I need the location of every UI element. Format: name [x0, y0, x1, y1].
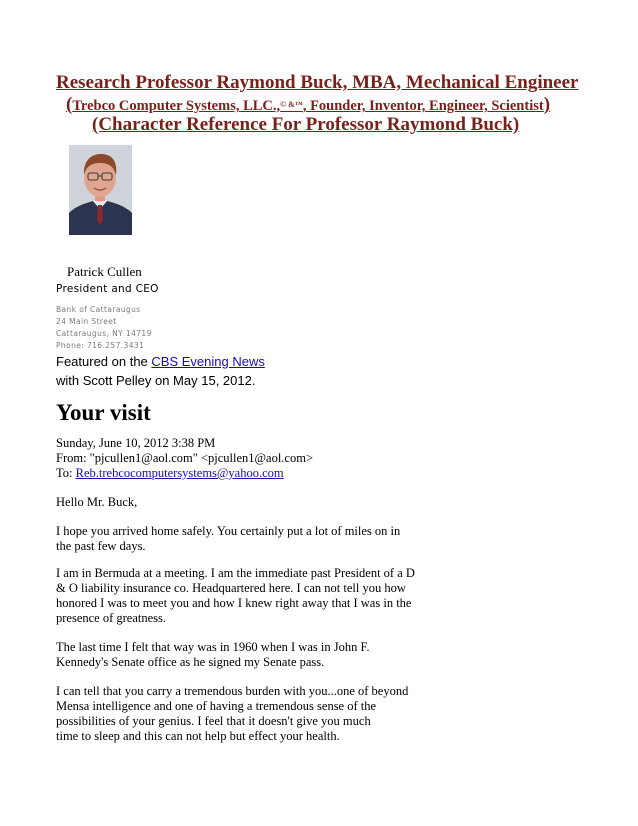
email-from: From: "pjcullen1@aol.com" <pjcullen1@aol.com> — [56, 451, 314, 465]
subtitle-trademark-marks: © &™ — [280, 100, 303, 109]
email-body-line: possibilities of your genius. I feel that it doesn't give you much — [56, 714, 371, 728]
email-body-line: I can tell that you carry a tremendous burden with you...one of beyond — [56, 684, 409, 698]
address-bank: Bank of Cattaraugus — [56, 305, 141, 314]
portrait-photo — [69, 145, 132, 235]
address-city: Cattaraugus, NY 14719 — [56, 329, 152, 338]
email-body-line: the past few days. — [56, 539, 146, 553]
email-body-line: I am in Bermuda at a meeting. I am the immediate past President of a D — [56, 566, 415, 580]
document-title: Research Professor Raymond Buck, MBA, Mechanical Engineer — [56, 72, 579, 93]
portrait-illustration — [69, 145, 132, 235]
email-body-line: & O liability insurance co. Headquartered here. I can not tell you how — [56, 581, 406, 595]
subtitle-open-paren: ( — [66, 94, 73, 115]
address-street: 24 Main Street — [56, 317, 117, 326]
signature-role: President and CEO — [56, 283, 159, 295]
signature-name: Patrick Cullen — [67, 264, 142, 279]
email-date: Sunday, June 10, 2012 3:38 PM — [56, 436, 216, 450]
cbs-evening-news-link[interactable]: CBS Evening News — [151, 354, 265, 369]
email-body-line: presence of greatness. — [56, 611, 167, 625]
address-phone: Phone: 716.257.3431 — [56, 341, 145, 350]
email-to — [56, 466, 284, 481]
email-body-line: honored I was to meet you and how I knew right away that I was in the — [56, 596, 412, 610]
subtitle-roles: , Founder, Inventor, Engineer, Scientist — [302, 98, 544, 114]
subtitle-close-paren: ) — [543, 94, 551, 115]
email-to-label: To: — [56, 466, 76, 480]
email-body-line: Kennedy's Senate office as he signed my Senate pass. — [56, 655, 325, 669]
email-greeting: Hello Mr. Buck, — [56, 495, 138, 509]
featured-line-2: with Scott Pelley on May 15, 2012. — [56, 373, 256, 388]
email-body-line: I hope you arrived home safely. You certainly put a lot of miles on in — [56, 524, 401, 538]
email-body-line: The last time I felt that way was in 1960 when I was in John F. — [56, 640, 370, 654]
email-to-address-link[interactable]: Reb.trebcocomputersystems@yahoo.com — [75, 466, 284, 480]
email-body-line: time to sleep and this can not help but effect your health. — [56, 729, 340, 743]
document-subtitle — [66, 94, 550, 116]
featured-prefix: Featured on the — [56, 354, 152, 369]
subtitle-company: Trebco Computer Systems, LLC., — [72, 98, 281, 114]
email-body-line: Mensa intelligence and one of having a tremendous sense of the — [56, 699, 377, 713]
featured-line — [56, 354, 265, 369]
email-subject-heading: Your visit — [56, 400, 151, 425]
document-reference-title: (Character Reference For Professor Raymond Buck) — [92, 114, 520, 135]
